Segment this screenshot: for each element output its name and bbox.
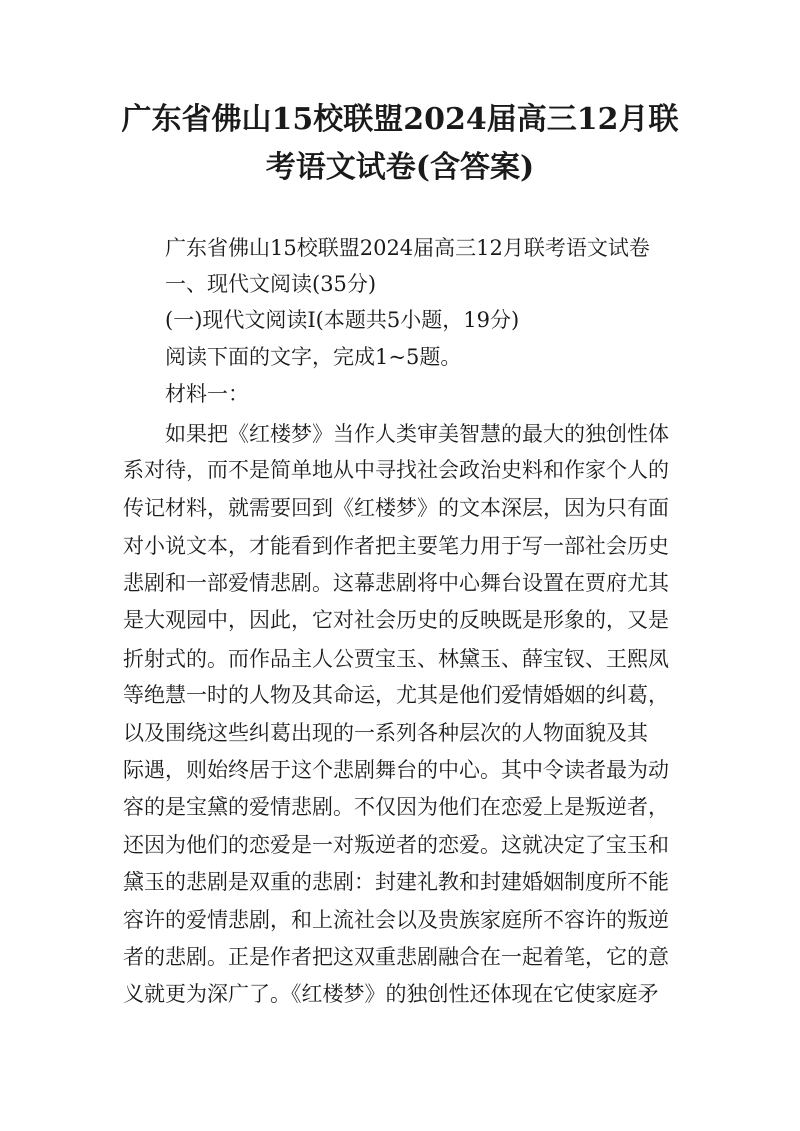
paragraph-line: 义就更为深广了。《红楼梦》的独创性还体现在它使家庭矛 (123, 982, 659, 1006)
paragraph-line: 如果把《红楼梦》当作人类审美智慧的最大的独创性体 (165, 422, 669, 446)
paragraph-line: 以及围绕这些纠葛出现的一系列各种层次的人物面貌及其 (123, 721, 648, 745)
instruction-line: 阅读下面的文字，完成1~5题。 (165, 345, 462, 369)
paragraph-line: 传记材料，就需要回到《红楼梦》的文本深层，因为只有面 (123, 496, 669, 520)
section-heading: 一、现代文阅读(35分) (165, 272, 377, 296)
paragraph-line: 对小说文本，才能看到作者把主要笔力用于写一部社会历史 (123, 534, 669, 558)
paragraph-line: 还因为他们的恋爱是一对叛逆者的恋爱。这就决定了宝玉和 (123, 833, 669, 857)
paragraph-line: 者的悲剧。正是作者把这双重悲剧融合在一起着笔，它的意 (123, 945, 669, 969)
paragraph-line: 折射式的。而作品主人公贾宝玉、林黛玉、薛宝钗、王熙凤 (123, 647, 669, 671)
paragraph-line: 系对待，而不是简单地从中寻找社会政治史料和作家个人的 (123, 458, 669, 482)
exam-name-line: 广东省佛山15校联盟2024届高三12月联考语文试卷 (165, 236, 650, 260)
paragraph-line: 黛玉的悲剧是双重的悲剧：封建礼教和封建婚姻制度所不能 (123, 870, 669, 894)
paragraph-line: 容的是宝黛的爱情悲剧。不仅因为他们在恋爱上是叛逆者， (123, 795, 669, 819)
paragraph-line: 等绝慧一时的人物及其命运，尤其是他们爱情婚姻的纠葛， (123, 683, 669, 707)
document-title-line-2: 考语文试卷(含答案) (265, 150, 535, 185)
material-label: 材料一： (165, 382, 249, 406)
document-title-line-1: 广东省佛山15校联盟2024届高三12月联 (121, 102, 679, 137)
paragraph-line: 悲剧和一部爱情悲剧。这幕悲剧将中心舞台设置在贾府尤其 (123, 571, 669, 595)
subsection-heading: (一)现代文阅读Ⅰ(本题共5小题，19分) (165, 308, 520, 332)
paragraph-line: 际遇，则始终居于这个悲剧舞台的中心。其中令读者最为动 (123, 758, 669, 782)
paragraph-line: 是大观园中，因此，它对社会历史的反映既是形象的，又是 (123, 608, 669, 632)
paragraph-line: 容许的爱情悲剧，和上流社会以及贵族家庭所不容许的叛逆 (123, 908, 669, 932)
